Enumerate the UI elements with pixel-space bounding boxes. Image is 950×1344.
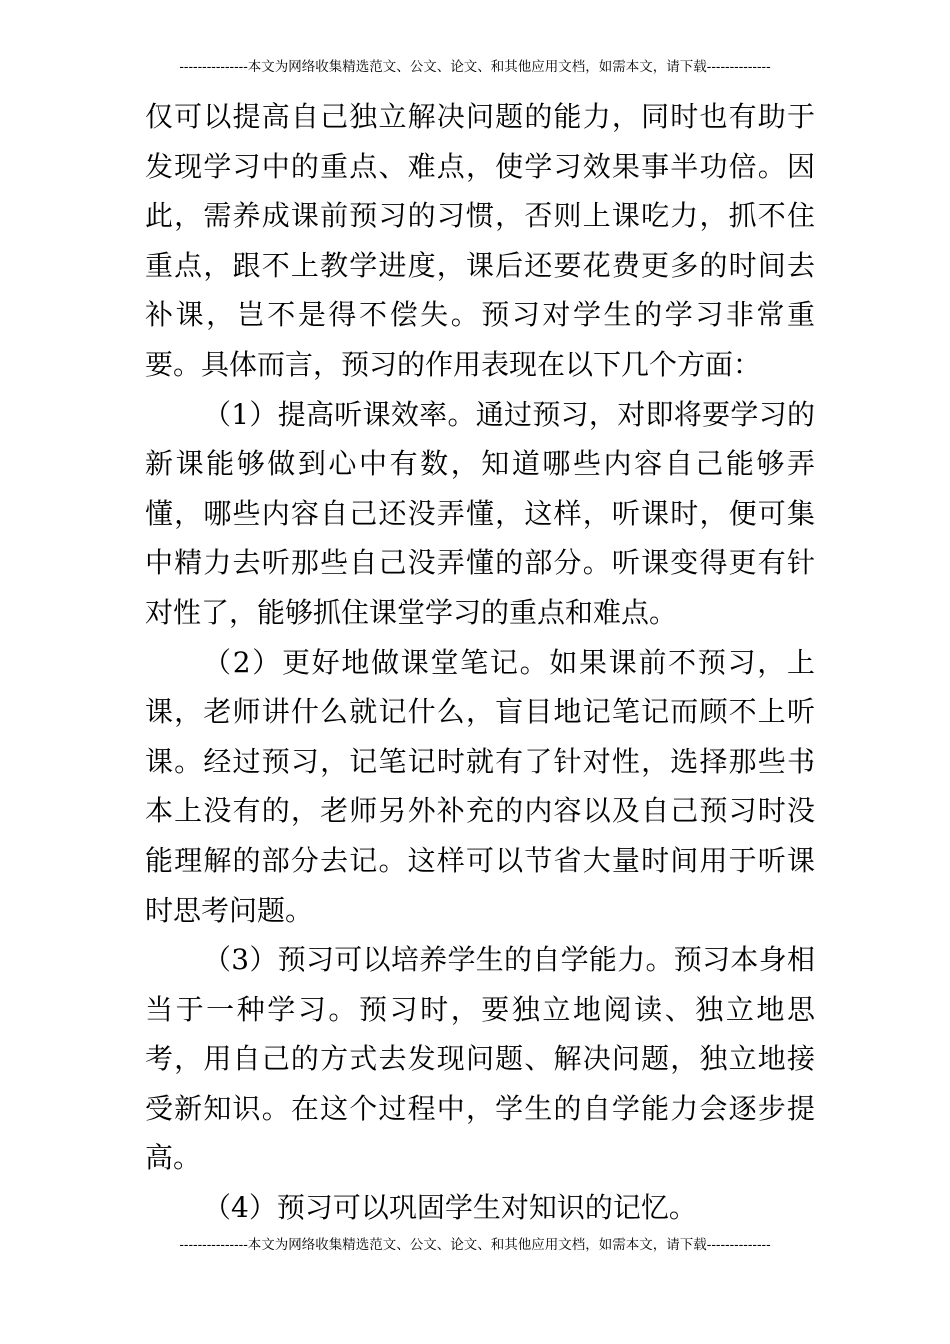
paragraph-point-3: （3）预习可以培养学生的自学能力。预习本身相当于一种学习。预习时，要独立地阅读、独立地思考，用自己的方式去发现问题、解决问题，独立地接受新知识。在这个过程中，学生的自学能力会逐步提高。 [145, 943, 815, 1175]
paragraph-point-1: （1）提高听课效率。通过预习，对即将要学习的新课能够做到心中有数，知道哪些内容自己能够弄懂，哪些内容自己还没弄懂，这样，听课时，便可集中精力去听那些自己没弄懂的部分。听课变得更有针对性了，能够抓住课堂学习的重点和难点。 [145, 397, 815, 629]
paragraph-point-2: （2）更好地做课堂笔记。如果课前不预习，上课，老师讲什么就记什么，盲目地记笔记而顾不上听课。经过预习，记笔记时就有了针对性，选择那些书本上没有的，老师另外补充的内容以及自己预习时没能理解的部分去记。这样可以节省大量时间用于听课时思考问题。 [145, 645, 815, 927]
document-body [145, 92, 815, 1233]
header-banner: ---------------本文为网络收集精选范文、公文、论文、和其他应用文档，如需本文，请下载-------------- [179, 59, 771, 75]
paragraph-intro: 仅可以提高自己独立解决问题的能力，同时也有助于发现学习中的重点、难点，使学习效果事半功倍。因此，需养成课前预习的习惯，否则上课吃力，抓不住重点，跟不上教学进度，课后还要花费更多的时间去补课，岂不是得不偿失。预习对学生的学习非常重要。具体而言，预习的作用表现在以下几个方面： [145, 100, 815, 381]
footer-banner: ---------------本文为网络收集精选范文、公文、论文、和其他应用文档，如需本文，请下载-------------- [179, 1237, 771, 1253]
paragraph-point-4: （4）预习可以巩固学生对知识的记忆。 [203, 1191, 697, 1225]
